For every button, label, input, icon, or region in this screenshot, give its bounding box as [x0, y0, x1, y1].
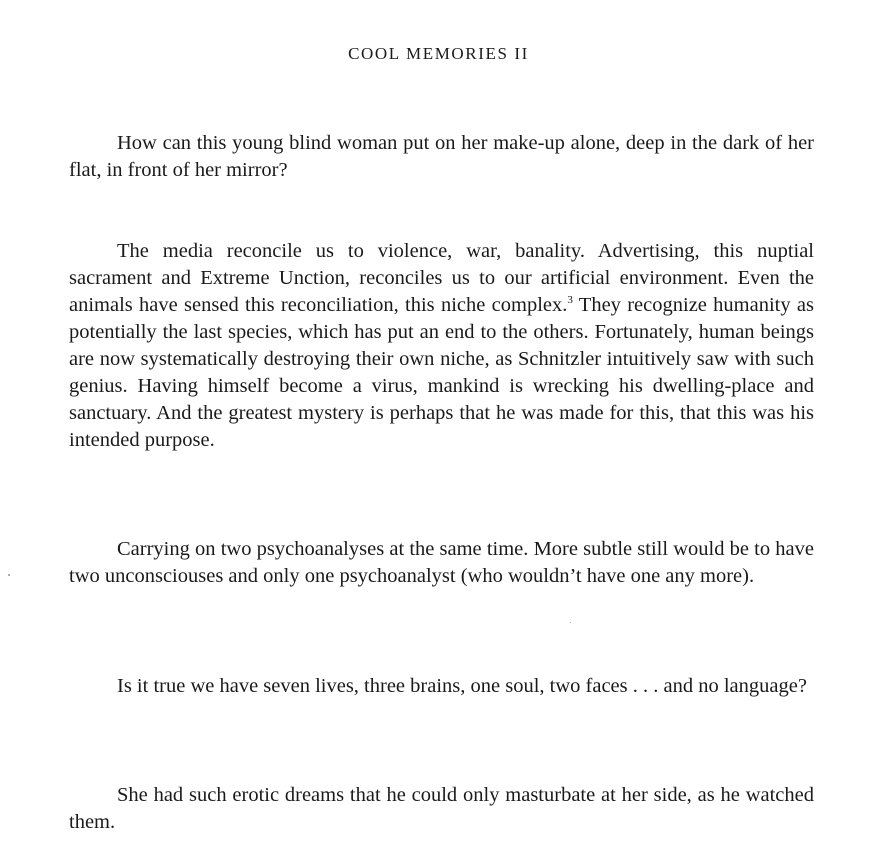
paragraph-erotic-dreams — [69, 782, 814, 836]
paragraph-psychoanalyses — [69, 536, 814, 590]
running-head: COOL MEMORIES II — [348, 44, 529, 63]
paragraph-seven-lives — [69, 673, 814, 700]
paragraph-text: She had such erotic dreams that he could only masturbate at her side, as he watched them. — [69, 784, 814, 833]
paragraph-text: How can this young blind woman put on her make-up alone, deep in the dark of her flat, in front of her mirror? — [69, 132, 814, 181]
paragraph-text-before-note: The media reconcile us to violence, war, banality. Advertising, this nuptial sacrament and Extreme Unction, reconciles us to our artificial environment. Even the animals have sensed this reconciliation, this niche complex. — [69, 240, 814, 316]
paragraph-text-after-note: They recognize humanity as potentially the last species, which has put an end to the others. Fortunately, human beings are now systematically destroying their own niche, as Schnitzler intuitively saw with such genius. Having himself become a virus, mankind is wrecking his dwelling-place and sanctuary. And the greatest mystery is perhaps that he was made for this, that this was his intended purpose. — [69, 294, 814, 451]
scan-speck — [8, 574, 10, 576]
paragraph-text: Is it true we have seven lives, three brains, one soul, two faces . . . and no language? — [117, 675, 807, 697]
footnote-reference: 3 — [567, 294, 573, 307]
scan-speck — [570, 622, 571, 623]
paragraph-media-reconcile — [69, 238, 814, 454]
paragraph-text: Carrying on two psychoanalyses at the same time. More subtle still would be to have two unconsciouses and only one psychoanalyst (who wouldn’t have one any more). — [69, 538, 814, 587]
paragraph-blind-woman — [69, 130, 814, 184]
